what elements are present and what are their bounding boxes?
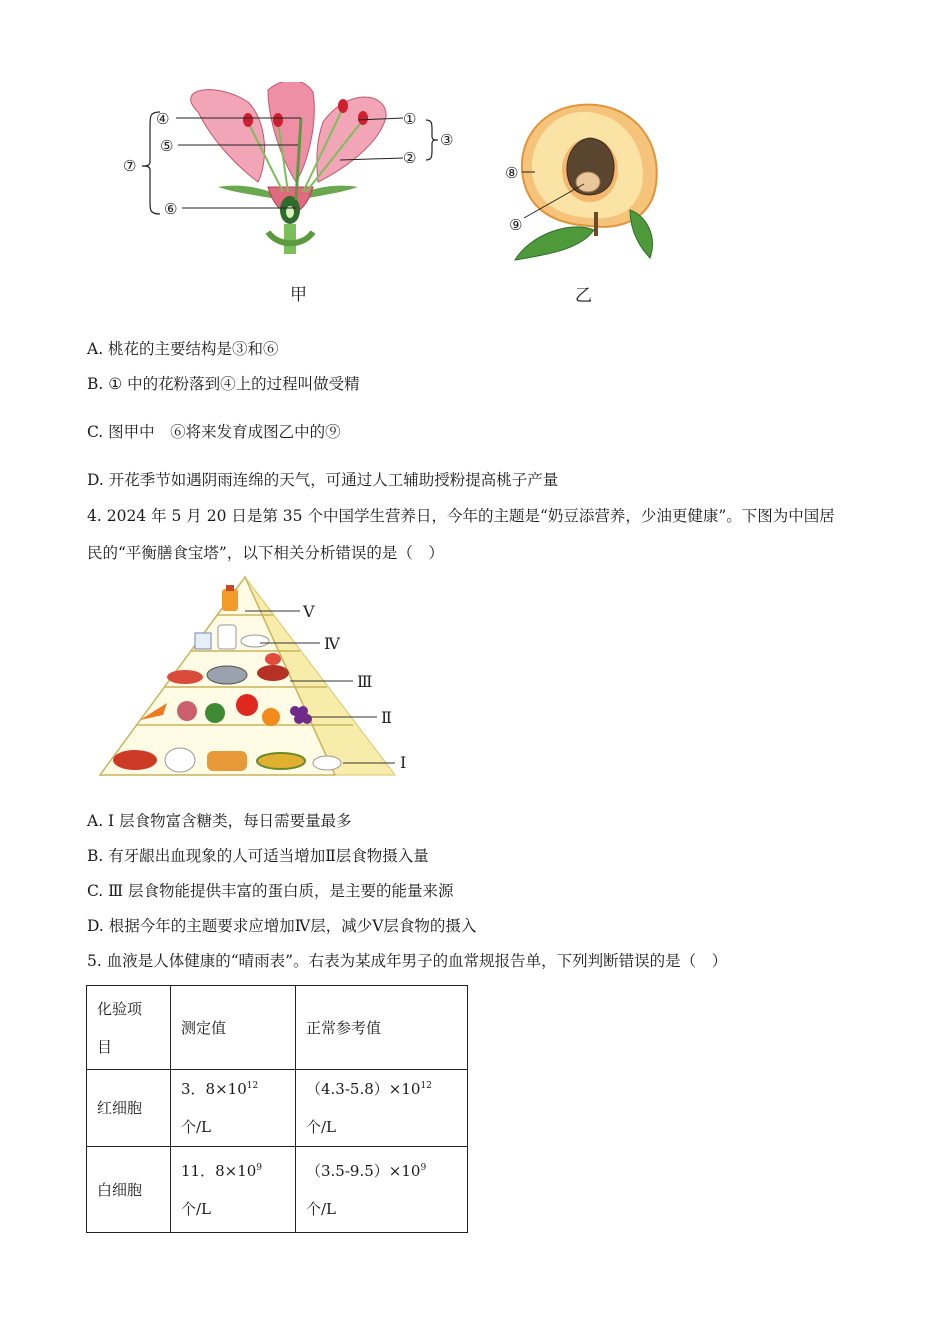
header-measured: 测定值	[171, 986, 296, 1070]
wbc-reference: $(3.5-9.5)\times 10^9$ 个/L	[296, 1147, 468, 1233]
label-2: ②	[403, 149, 417, 167]
q3-option-d: D. 开花季节如遇阴雨连绵的天气，可通过人工辅助授粉提高桃子产量	[87, 471, 559, 489]
label-3: ③	[440, 131, 454, 149]
label-8: ⑧	[505, 164, 519, 182]
q4-stem-line1: 4. 2024 年 5 月 20 日是第 35 个中国学生营养日，今年的主题是“奶豆添营养，少油更健康”。下图为中国居	[87, 507, 835, 525]
q4-option-d: D. 根据今年的主题要求应增加Ⅳ层，减少Ⅴ层食物的摄入	[87, 917, 477, 935]
pyramid-label-iii: Ⅲ	[357, 672, 373, 691]
wbc-name: 白细胞	[87, 1147, 171, 1233]
rbc-name: 红细胞	[87, 1070, 171, 1147]
rbc-reference: $(4.3-5.8)\times 10^{12}$ 个/L	[296, 1070, 468, 1147]
figure-caption-right: 乙	[575, 286, 592, 306]
label-7: ⑦	[123, 157, 137, 175]
label-6: ⑥	[164, 200, 178, 218]
q3-option-c: C. 图甲中 ⑥将来发育成图乙中的⑨	[87, 423, 341, 441]
header-reference: 正常参考值	[296, 986, 468, 1070]
table-header-row	[87, 986, 468, 1070]
header-item-line2: 目	[97, 1037, 113, 1056]
pyramid-label-v: Ⅴ	[303, 602, 315, 621]
wbc-measured: 11．$8\times 10^9$ 个/L	[171, 1147, 296, 1233]
q3-option-a: A. 桃花的主要结构是③和⑥	[87, 340, 279, 358]
label-1: ①	[403, 110, 417, 128]
label-9: ⑨	[509, 216, 523, 234]
q4-option-c: C. Ⅲ 层食物能提供丰富的蛋白质，是主要的能量来源	[87, 882, 454, 900]
header-item	[87, 986, 171, 1070]
table-row	[87, 1147, 468, 1233]
peach-fruit-diagram	[500, 100, 670, 270]
flower-diagram	[118, 82, 468, 262]
label-5: ⑤	[160, 137, 174, 155]
food-pyramid-diagram	[95, 575, 425, 785]
header-item-line1: 化验项	[97, 999, 143, 1018]
rbc-measured: 3．$8\times 10^{12}$ 个/L	[171, 1070, 296, 1147]
label-4: ④	[156, 110, 170, 128]
figure-caption-left: 甲	[290, 285, 307, 305]
pyramid-label-iv: Ⅳ	[324, 634, 340, 653]
q4-option-b: B. 有牙龈出血现象的人可适当增加Ⅱ层食物摄入量	[87, 847, 429, 865]
table-row	[87, 1070, 468, 1147]
pyramid-label-i: Ⅰ	[400, 753, 407, 772]
pyramid-label-ii: Ⅱ	[381, 708, 392, 727]
q3-option-b: B. ① 中的花粉落到④上的过程叫做受精	[87, 375, 360, 393]
q4-stem-line2: 民的“平衡膳食宝塔”，以下相关分析错误的是（ ）	[87, 544, 444, 562]
q4-option-a: A. Ⅰ 层食物富含糖类，每日需要量最多	[87, 812, 352, 830]
blood-report-table	[86, 985, 468, 1233]
q5-stem: 5. 血液是人体健康的“晴雨表”。右表为某成年男子的血常规报告单，下列判断错误的是（ ）	[87, 952, 728, 970]
